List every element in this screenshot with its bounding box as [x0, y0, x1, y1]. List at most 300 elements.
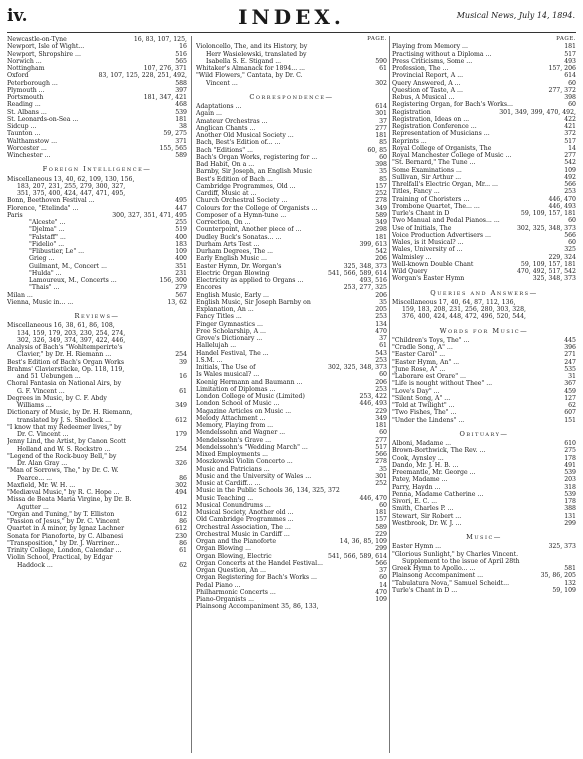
- index-entry: [392, 484, 576, 491]
- index-entry: [392, 275, 576, 282]
- index-entry: [7, 424, 187, 431]
- entry-page-numbers: 325, 348, 373: [343, 262, 387, 270]
- entry-page-numbers: 37: [379, 335, 387, 342]
- entry-text: Trombone Quartet, The... ...: [392, 202, 480, 210]
- entry-page-numbers: 254: [175, 351, 187, 359]
- entry-text: Isabella S. E. Stigand ...: [206, 57, 282, 65]
- entry-page-numbers: 567: [175, 291, 187, 299]
- entry-page-numbers: 493, 516: [359, 277, 387, 284]
- entry-text: "Told at Twilight" ...: [392, 402, 455, 409]
- entry-page-numbers: 85: [379, 139, 387, 147]
- entry-text: Mendelssohn's "Wedding March" ...: [196, 443, 308, 451]
- entry-page-numbers: 206: [375, 378, 387, 386]
- entry-text: Representation of Musicians ...: [392, 130, 490, 138]
- entry-page-numbers: 566: [375, 559, 387, 567]
- entry-page-numbers: 301, 349, 399, 470, 492,: [499, 108, 576, 116]
- entry-text: Clavier," by Dr. H. Riemann ...: [17, 351, 112, 359]
- entry-text: Organ Registering for Bach's Works ...: [196, 574, 317, 582]
- index-entry: [196, 589, 387, 596]
- entry-text: Handel Festival, The ...: [196, 349, 269, 357]
- index-entry-continuation: [196, 58, 387, 65]
- index-entry: [7, 467, 187, 474]
- entry-text: Musical Conundrums ...: [196, 501, 271, 509]
- entry-text: Vienna, Music in... ...: [7, 298, 74, 306]
- entry-page-numbers: 60: [379, 371, 387, 379]
- entry-page-numbers: 468: [175, 101, 187, 109]
- index-entry: [196, 197, 387, 204]
- entry-page-numbers: 253: [564, 188, 576, 196]
- entry-page-numbers: 447: [175, 204, 187, 212]
- index-entry-continuation: [7, 402, 187, 409]
- entry-page-numbers: 181: [175, 115, 187, 123]
- index-entry: [196, 560, 387, 567]
- index-subentry: [7, 219, 187, 226]
- entry-page-numbers: 253: [375, 385, 387, 393]
- entry-text: Analysis of Bach's "Wohltemperirte's: [7, 344, 123, 351]
- entry-text: Registration, Ideas on ...: [392, 115, 470, 123]
- entry-page-numbers: 371: [175, 137, 187, 145]
- entry-text: Grieg ...: [29, 255, 55, 263]
- index-entry: [196, 574, 387, 581]
- index-entry: [7, 36, 187, 43]
- index-entry: [196, 531, 387, 538]
- index-entry: [392, 268, 576, 275]
- entry-text: Electricity as applied to Organs ...: [196, 277, 304, 284]
- entry-page-numbers: 203: [564, 476, 576, 484]
- entry-text: London College of Music (Limited): [196, 393, 305, 400]
- entry-page-numbers: 60: [379, 429, 387, 437]
- entry-page-numbers: 60: [568, 239, 576, 246]
- index-entry: [196, 393, 387, 400]
- entry-text: "Two Fishes, The" ...: [392, 409, 457, 417]
- index-entry: [196, 415, 387, 422]
- entry-page-numbers: 157, 206: [548, 65, 576, 72]
- entry-text: St. Leonards-on-Sea ...: [7, 115, 79, 123]
- entry-page-numbers: 470: [375, 588, 387, 596]
- entry-page-numbers: 178: [564, 454, 576, 462]
- entry-page-numbers: 349: [375, 204, 387, 212]
- entry-page-numbers: 229: [375, 407, 387, 415]
- entry-text: Bonn, Beethoven Festival ...: [7, 197, 95, 205]
- entry-text: 183, 207, 231, 255, 279, 300, 327,: [17, 182, 126, 190]
- index-entry: [392, 337, 576, 344]
- entry-text: translated by J. S. Shedlock ...: [17, 416, 111, 424]
- entry-page-numbers: 278: [375, 458, 387, 466]
- index-entry: [7, 152, 187, 159]
- index-entry-continuation: [7, 351, 187, 358]
- entry-text: Music and the University of Wales ...: [196, 472, 312, 480]
- index-entry: [392, 51, 576, 58]
- entry-page-numbers: 132: [564, 579, 576, 587]
- entry-page-numbers: 35: [379, 168, 387, 176]
- entry-text: Free Scholarship, A ...: [196, 327, 266, 335]
- section-heading: Words for Music—: [439, 326, 529, 335]
- entry-page-numbers: 349: [175, 402, 187, 409]
- entry-page-numbers: 298: [375, 226, 387, 234]
- entry-text: "Easter Hymn, An" ...: [392, 358, 460, 366]
- index-entry: [392, 130, 576, 137]
- entry-text: Parry, Haydn ...: [392, 483, 441, 491]
- index-entry-continuation: [392, 313, 576, 320]
- index-entry: [7, 87, 187, 94]
- entry-text: Worgan's Easter Hymn: [392, 275, 465, 283]
- entry-text: Fancy Titles ...: [196, 313, 242, 321]
- entry-page-numbers: 301: [375, 472, 387, 480]
- entry-text: "June Rose, A" ...: [392, 365, 446, 373]
- entry-page-numbers: 349: [375, 414, 387, 422]
- index-entry: [7, 65, 187, 72]
- entry-text: Piano-Organists ...: [196, 596, 254, 603]
- index-entry: [392, 80, 576, 87]
- entry-page-numbers: 151: [564, 416, 576, 424]
- entry-page-numbers: 109: [564, 166, 576, 174]
- entry-page-numbers: 302, 325, 348, 373: [327, 364, 387, 371]
- index-entry: [196, 408, 387, 415]
- index-entry: [392, 491, 576, 498]
- entry-text: Threlfall's Electric Organ, Mr... ...: [392, 181, 498, 188]
- entry-page-numbers: 60: [379, 574, 387, 582]
- entry-text: Another Old Musical Society ...: [196, 132, 294, 139]
- entry-page-numbers: 231: [175, 269, 187, 277]
- entry-text: Miscellaneous 16, 38, 61, 86, 108,: [7, 322, 115, 330]
- entry-text: Paris: [7, 211, 23, 219]
- index-entry: [7, 299, 187, 306]
- index-entry: [196, 241, 387, 248]
- entry-page-numbers: 86: [179, 539, 187, 547]
- entry-text: Rebus, A Musical ...: [392, 94, 455, 101]
- entry-text: and 51 Uebungen ...: [17, 373, 81, 380]
- index-entry: [392, 344, 576, 351]
- entry-text: Playing from Memory ...: [392, 43, 468, 51]
- entry-page-numbers: 181: [375, 422, 387, 429]
- index-entry: [392, 409, 576, 416]
- index-entry: [392, 254, 576, 261]
- entry-page-numbers: 541, 566, 589, 614: [327, 269, 387, 277]
- index-entry: [7, 496, 187, 503]
- entry-text: Nottingham: [7, 65, 45, 72]
- entry-text: Freemantle, Mr. George ...: [392, 469, 476, 476]
- entry-text: "Organ and Tuning," by T. Elliston: [7, 510, 115, 518]
- index-entry: [7, 547, 187, 554]
- index-entry: [196, 495, 387, 502]
- index-entry: [196, 110, 387, 117]
- index-entry: [392, 232, 576, 239]
- index-entry: [392, 359, 576, 366]
- entry-text: Music Teaching ...: [196, 494, 254, 502]
- index-entry: [7, 80, 187, 87]
- index-entry: [196, 516, 387, 523]
- index-entry: [196, 103, 387, 110]
- entry-text: Bach's Organ Works, registering for ...: [196, 153, 318, 161]
- entry-text: Best's Edition of Bach ...: [196, 175, 273, 183]
- entry-page-numbers: 612: [175, 525, 187, 533]
- entry-page-numbers: 107, 276, 371: [143, 65, 187, 72]
- entry-page-numbers: 181: [375, 233, 387, 241]
- index-entry: [196, 371, 387, 378]
- entry-text: "Life is nought without Thee" ...: [392, 380, 493, 388]
- entry-text: Florence, "Etelinda" ...: [7, 204, 79, 212]
- entry-text: Holland and W. S. Rockstro ...: [17, 445, 111, 453]
- entry-page-numbers: 277: [375, 436, 387, 444]
- index-entry: [196, 248, 387, 255]
- section-heading: Reviews—: [74, 312, 120, 320]
- section-gap: [392, 321, 576, 325]
- index-entry: [392, 455, 576, 462]
- entry-page-numbers: 446, 470: [359, 494, 387, 502]
- index-entry-continuation: [7, 562, 187, 569]
- index-entry: [196, 321, 387, 328]
- entry-page-numbers: 62: [179, 561, 187, 569]
- entry-text: English Music, Early ...: [196, 291, 269, 299]
- entry-text: Greek Hymn to Apollo... ...: [392, 565, 476, 572]
- entry-page-numbers: 539: [175, 108, 187, 116]
- section-gap: [392, 283, 576, 287]
- entry-page-numbers: 61: [379, 65, 387, 72]
- entry-page-numbers: 183: [175, 240, 187, 248]
- entry-text: "Alceste" ...: [29, 219, 66, 226]
- entry-text: Portsmouth: [7, 94, 44, 101]
- entry-text: Wild Query: [392, 268, 428, 275]
- entry-text: English Music, Sir Joseph Barnby on: [196, 298, 311, 306]
- entry-page-numbers: 612: [175, 503, 187, 511]
- index-entry-continuation: [7, 190, 187, 197]
- entry-page-numbers: 349: [375, 219, 387, 226]
- index-entry: [392, 469, 576, 476]
- entry-page-numbers: 300, 327, 351, 471, 495: [112, 211, 187, 219]
- entry-page-numbers: 254: [175, 445, 187, 453]
- entry-text: Organ Question, An ...: [196, 567, 266, 574]
- index-entry: [196, 553, 387, 560]
- entry-page-numbers: 59, 109, 157, 181: [520, 210, 576, 217]
- entry-text: "Children's Toys, The" ...: [392, 336, 470, 344]
- entry-page-numbers: 517: [564, 137, 576, 145]
- entry-page-numbers: 60, 85: [367, 146, 387, 154]
- entry-text: "Glorious Sunlight," by Charles Vincent.: [392, 550, 519, 558]
- entry-page-numbers: 14, 36, 85, 109: [339, 538, 387, 545]
- section-heading: Obituary—: [459, 429, 509, 438]
- entry-text: Organ Blowing ...: [196, 545, 251, 553]
- entry-page-numbers: 397: [175, 86, 187, 94]
- entry-text: Question of Taste, A ...: [392, 86, 463, 94]
- index-entry: [196, 118, 387, 125]
- index-entry: [392, 94, 576, 101]
- index-entry: [392, 188, 576, 195]
- index-entry: [196, 567, 387, 574]
- entry-text: Dudley Buck's Sonatas... ...: [196, 233, 282, 241]
- entry-page-numbers: 14: [379, 581, 387, 589]
- index-entry-continuation: [392, 306, 576, 313]
- entry-page-numbers: 302: [175, 481, 187, 489]
- entry-page-numbers: 589: [375, 523, 387, 531]
- index-entry-continuation: [7, 504, 187, 511]
- entry-text: Organ Blowing, Electric: [196, 552, 272, 560]
- index-entry: [7, 58, 187, 65]
- entry-page-numbers: 470, 492, 517, 542: [516, 268, 576, 275]
- entry-page-numbers: 400: [175, 255, 187, 263]
- entry-text: Guilmant, M., Concert ...: [29, 262, 107, 270]
- index-entry: [7, 359, 187, 366]
- entry-text: Philharmonic Concerts ...: [196, 588, 276, 596]
- entry-text: Organ Concerts at the Handel Festival...: [196, 559, 323, 567]
- entry-page-numbers: 60: [379, 501, 387, 509]
- header-rule: [7, 32, 576, 33]
- index-entry: [7, 109, 187, 116]
- index-entry: [7, 116, 187, 123]
- entry-page-numbers: 535: [564, 365, 576, 373]
- entry-page-numbers: 372: [564, 130, 576, 138]
- index-entry: [392, 152, 576, 159]
- index-entry-continuation: [7, 337, 187, 344]
- entry-text: 351, 375, 400, 424, 447, 471, 495,: [17, 190, 126, 197]
- section-heading: Queries and Answers—: [430, 288, 538, 297]
- entry-text: Bach "Editions" ...: [196, 146, 254, 154]
- index-entry: [7, 130, 187, 137]
- index-entry: [7, 292, 187, 299]
- index-entry: [392, 210, 576, 217]
- index-entry: [392, 101, 576, 108]
- entry-page-numbers: 517: [375, 443, 387, 451]
- index-entry: [7, 101, 187, 108]
- entry-text: "Wild Flowers," Cantata, by Dr. C.: [196, 72, 303, 80]
- entry-text: Plainsong Accompaniment ...: [392, 572, 484, 580]
- entry-text: Use of Initials, The: [392, 224, 452, 232]
- entry-page-numbers: 229, 324: [548, 253, 576, 261]
- index-entry: [196, 176, 387, 183]
- entry-text: Degrees in Music, by C. F. Abdy: [7, 394, 107, 402]
- index-entry: [7, 409, 187, 416]
- entry-text: Reprints ...: [392, 137, 427, 145]
- index-entry: [7, 212, 187, 219]
- entry-text: Colours for the College of Organists ...: [196, 204, 318, 212]
- index-entry: [196, 72, 387, 79]
- index-entry: [7, 197, 187, 204]
- entry-text: Press Criticisms, Some ...: [392, 57, 473, 65]
- entry-page-numbers: 351: [175, 262, 187, 270]
- entry-text: Maxfield, Mr. W. H. ...: [7, 481, 76, 489]
- index-column-2: [196, 36, 387, 753]
- entry-page-numbers: 35, 86, 205: [540, 572, 576, 580]
- entry-text: Plymouth ...: [7, 86, 45, 94]
- entry-text: "Legend of the Rock-buoy Bell," by: [7, 452, 117, 460]
- entry-text: 302, 326, 349, 374, 397, 422, 446,: [17, 336, 126, 344]
- entry-text: Music and Patricians ...: [196, 465, 270, 473]
- index-entry: [196, 437, 387, 444]
- index-entry: [392, 565, 576, 572]
- index-entry: [392, 145, 576, 152]
- entry-text: Milan ...: [7, 291, 33, 299]
- entry-text: Melody Attachment ...: [196, 414, 266, 422]
- entry-text: Peterborough ...: [7, 79, 58, 87]
- entry-page-numbers: 492: [564, 173, 576, 181]
- entry-page-numbers: 543: [375, 349, 387, 357]
- entry-page-numbers: 31: [568, 373, 576, 380]
- entry-page-numbers: 396: [564, 344, 576, 351]
- section-heading: Foreign Intelligence—: [42, 165, 152, 174]
- index-entry: [196, 139, 387, 146]
- entry-page-numbers: 278: [375, 197, 387, 205]
- index-entry: [196, 487, 387, 494]
- index-entry: [196, 277, 387, 284]
- index-entry: [392, 498, 576, 505]
- entry-page-numbers: 155, 565: [159, 144, 187, 152]
- entry-text: Williams ...: [17, 402, 52, 409]
- entry-page-numbers: 445: [564, 336, 576, 344]
- index-entry: [196, 226, 387, 233]
- index-entry: [392, 58, 576, 65]
- entry-page-numbers: 589: [175, 152, 187, 159]
- page-number: iv.: [7, 6, 28, 26]
- index-entry: [196, 458, 387, 465]
- index-entry: [7, 72, 187, 79]
- index-entry: [392, 402, 576, 409]
- entry-text: Best's Edition of Bach's Organ Works: [7, 358, 125, 366]
- entry-text: Again ...: [196, 110, 222, 118]
- entry-page-numbers: 367: [564, 380, 576, 388]
- index-entry: [392, 299, 576, 306]
- index-entry: [196, 603, 387, 610]
- index-entry: [392, 587, 576, 594]
- index-entry: [392, 72, 576, 79]
- entry-text: I.S.M. ...: [196, 356, 223, 364]
- index-entry: [392, 551, 576, 558]
- entry-text: Registration Conference ...: [392, 123, 477, 130]
- index-entry: [196, 364, 387, 371]
- entry-text: Two Manual and Pedal Pianos... ...: [392, 217, 500, 225]
- entry-text: "Tabulatura Nova," Samuel Scheidt...: [392, 579, 510, 587]
- entry-page-numbers: 470: [375, 327, 387, 335]
- entry-text: Dando, Mr. J. H. B. ...: [392, 461, 459, 469]
- entry-text: Lamoureux, M., Concerts ...: [29, 277, 117, 284]
- entry-page-numbers: 422: [564, 115, 576, 123]
- entry-page-numbers: 131: [564, 512, 576, 520]
- entry-text: Musical Society, Another old ...: [196, 509, 294, 516]
- index-entry: [196, 183, 387, 190]
- entry-page-numbers: 459: [564, 387, 576, 395]
- entry-page-numbers: 491: [564, 461, 576, 469]
- entry-page-numbers: 398: [375, 161, 387, 168]
- entry-page-numbers: 277: [564, 152, 576, 159]
- entry-page-numbers: 589: [375, 211, 387, 219]
- index-entry: [196, 219, 387, 226]
- index-entry: [196, 524, 387, 531]
- entry-page-numbers: 86: [179, 518, 187, 525]
- entry-text: Pedal Piano ...: [196, 581, 241, 589]
- index-entry: [196, 335, 387, 342]
- index-entry: [392, 366, 576, 373]
- entry-page-numbers: 206: [375, 255, 387, 263]
- entry-page-numbers: 581: [564, 565, 576, 572]
- entry-page-numbers: 325, 373: [548, 543, 576, 551]
- entry-text: Old Cambridge Programmes ...: [196, 516, 294, 524]
- index-entry: [7, 438, 187, 445]
- entry-text: Supplement to the issue of April 28th: [402, 557, 520, 565]
- index-entry: [196, 328, 387, 335]
- entry-page-numbers: 517: [564, 50, 576, 58]
- index-entry: [196, 502, 387, 509]
- index-entry: [7, 176, 187, 183]
- entry-text: Correction, On ...: [196, 219, 251, 226]
- entry-page-numbers: 299: [375, 545, 387, 553]
- index-entry-continuation: [392, 558, 576, 565]
- index-entry: [196, 168, 387, 175]
- index-entry: [196, 205, 387, 212]
- index-entry-continuation: [7, 446, 187, 453]
- entry-page-numbers: 16: [179, 373, 187, 380]
- index-entry: [392, 373, 576, 380]
- entry-text: Newcastle-on-Tyne: [7, 36, 67, 43]
- entry-text: Missa de Beata Maria Virgine, by Dr. B.: [7, 496, 132, 504]
- index-entry: [196, 154, 387, 161]
